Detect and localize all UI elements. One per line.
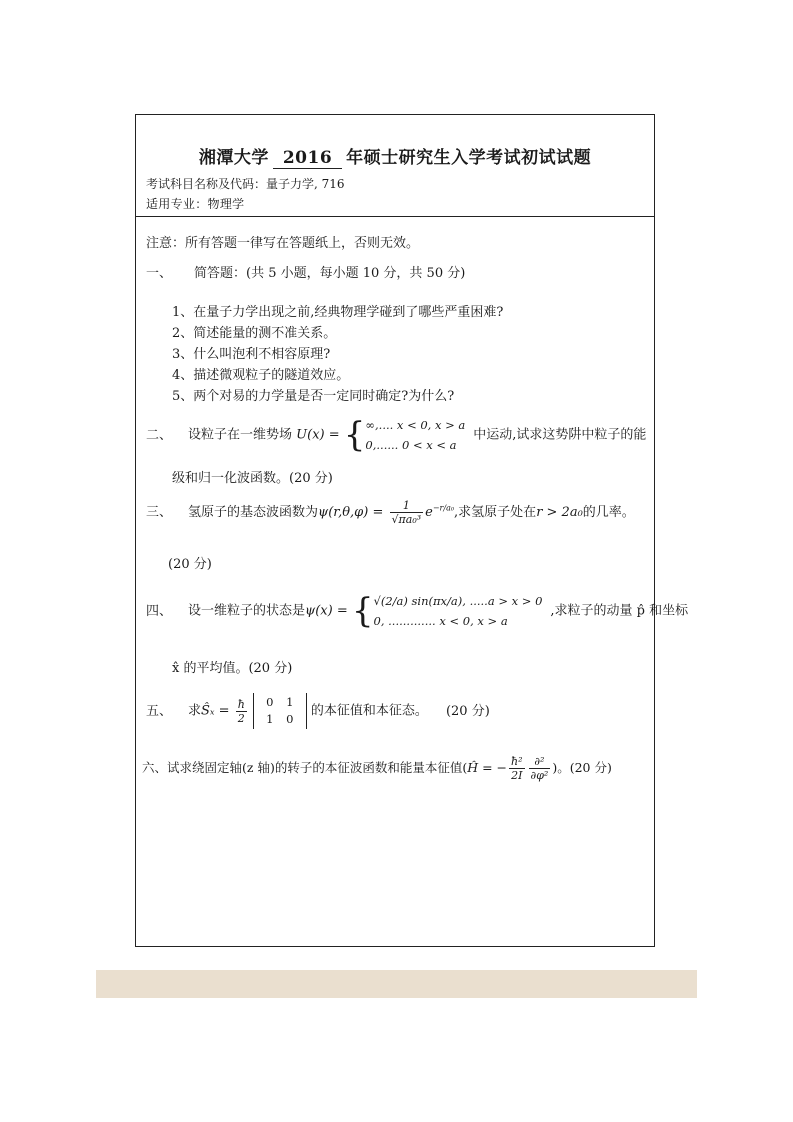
- list-item: 2、简述能量的测不准关系。: [172, 326, 337, 341]
- question-6-number: 六、: [142, 760, 168, 775]
- question-3-text-mid: ,求氢原子处在: [454, 505, 537, 520]
- question-4-text-end: ,求粒子的动量 p̂ 和坐标: [550, 603, 689, 619]
- question-6-score: )。(20 分): [552, 760, 612, 775]
- brace-icon: {: [343, 415, 366, 455]
- potential-function: U(x) =: [296, 427, 340, 443]
- header-divider: [136, 216, 654, 217]
- subject-label: 考试科目名称及代码：: [146, 177, 267, 191]
- exponent: −r/a₀: [432, 503, 455, 513]
- question-3-text: 氢原子的基态波函数为: [188, 505, 319, 520]
- state-function: ψ(x) =: [305, 603, 348, 619]
- major-label: 适用专业：: [146, 197, 208, 211]
- major-line: [146, 195, 244, 212]
- second-derivative-fraction: $\frac{\text{∂²}}{\text{∂φ²}}$: [530, 755, 549, 782]
- short-answer-list: [172, 302, 503, 407]
- piecewise-cases: √(2/a) sin(πx/a), .....a > x > 0 0, ............. x < 0, x > a: [373, 594, 543, 628]
- question-6-text: 试求绕固定轴(z 轴)的转子的本征波函数和能量本征值(: [167, 760, 468, 775]
- question-2-text: 设粒子在一维势场: [188, 427, 293, 443]
- question-5-text-end: 的本征值和本征态。: [310, 703, 428, 719]
- title-suffix: 年硕士研究生入学考试初试试题: [346, 148, 592, 168]
- exam-paper: [135, 114, 689, 947]
- question-5-number: 五、: [146, 703, 173, 719]
- question-2: [146, 415, 646, 455]
- question-4: [146, 591, 688, 631]
- question-5-text: 求: [188, 703, 202, 719]
- exam-title: [136, 143, 654, 169]
- question-5: [146, 693, 490, 729]
- piecewise-cases: ∞,.... x < 0, x > a 0,...... 0 < x < a: [365, 418, 466, 452]
- brace-icon: {: [351, 591, 374, 631]
- spin-operator: Ŝₓ =: [201, 703, 230, 719]
- list-item: 5、两个对易的力学量是否一定同时确定?为什么?: [172, 389, 455, 404]
- university-name: 湘潭大学: [198, 148, 269, 168]
- question-3-text-end: 的几率。: [582, 505, 635, 520]
- question-3-score: (20 分): [168, 557, 212, 572]
- section-1-heading: [146, 262, 465, 281]
- question-5-score: (20 分): [445, 703, 490, 719]
- exam-note: 注意：所有答题一律写在答题纸上，否则无效。: [146, 236, 420, 251]
- question-6: [142, 755, 612, 782]
- wavefunction-label: ψ(r,θ,φ) =: [318, 505, 384, 520]
- section-1-number: 一、: [146, 266, 173, 281]
- subject-value: 量子力学, 716: [266, 177, 345, 191]
- major-value: 物理学: [207, 197, 245, 211]
- question-3-number: 三、: [146, 505, 173, 520]
- question-4-line2: x̂ 的平均值。(20 分): [172, 661, 293, 676]
- pauli-matrix: 0 1 1 0: [253, 693, 307, 729]
- section-1-title: 简答题：(共 5 小题，每小题 10 分，共 50 分): [194, 266, 466, 281]
- question-4-number: 四、: [146, 603, 173, 619]
- question-3: [146, 499, 635, 526]
- footer-band: [96, 970, 697, 998]
- hbar-squared-fraction: $\frac{\text{ħ²}}{2I}$: [511, 755, 523, 782]
- exam-year: 2016: [273, 148, 342, 169]
- list-item: 4、描述微观粒子的隧道效应。: [172, 368, 350, 383]
- list-item: 3、什么叫泡利不相容原理?: [172, 347, 331, 362]
- question-2-line2: 级和归一化波函数。(20 分): [172, 471, 333, 486]
- normalization-fraction: $\frac{1}{\text{√πa₀³}}$: [391, 499, 422, 526]
- hbar-fraction: $\frac{ħ}{2}$: [237, 697, 245, 725]
- question-4-text: 设一维粒子的状态是: [188, 603, 306, 619]
- question-2-text-end: 中运动,试求这势阱中粒子的能: [473, 427, 647, 443]
- list-item: 1、在量子力学出现之前,经典物理学碰到了哪些严重困难?: [172, 305, 504, 320]
- hamiltonian: Ĥ = −: [467, 760, 508, 775]
- radius-condition: r > 2a₀: [536, 505, 583, 520]
- subject-line: [146, 175, 345, 192]
- exponential: e: [425, 505, 433, 520]
- question-2-number: 二、: [146, 427, 173, 443]
